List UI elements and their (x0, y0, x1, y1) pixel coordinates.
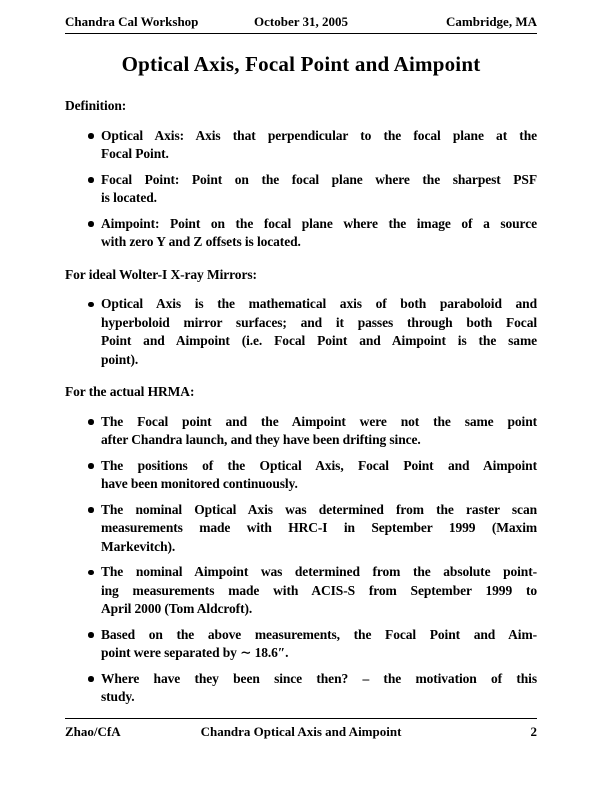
text-line: measurements made with HRC-I in September 1999 (Maxim (101, 520, 537, 535)
text-line: study. (101, 689, 135, 704)
bullet-icon (88, 507, 94, 513)
list-item (65, 127, 537, 164)
text-line: point). (101, 351, 139, 367)
text-line: is located. (101, 190, 157, 205)
text-line: Optical Axis: Axis that perpendicular to the focal plane at the (101, 127, 537, 143)
bullet-icon (88, 302, 94, 308)
bullet-icon (88, 133, 94, 139)
text-line: The positions of the Optical Axis, Focal Point and Aimpoint (101, 457, 537, 473)
section-definition (65, 97, 537, 252)
section-label: Definition: (65, 98, 127, 113)
text-line: Optical Axis is the mathematical axis of both paraboloid and (101, 296, 537, 311)
text-line: The nominal Optical Axis was determined from the raster scan (101, 501, 537, 517)
bullet-icon (88, 632, 94, 638)
page-header (65, 14, 537, 34)
list-item (65, 295, 537, 369)
section-actual-hrma (65, 383, 537, 707)
header-location: Cambridge, MA (446, 14, 537, 29)
list-item (65, 171, 537, 208)
bullet-icon (88, 177, 94, 183)
bullet-icon (88, 676, 94, 682)
text-line: ing measurements made with ACIS-S from September 1999 to (101, 582, 537, 598)
text-line: after Chandra launch, and they have been drifting since. (101, 432, 421, 447)
footer-document-title: Chandra Optical Axis and Aimpoint (200, 724, 402, 739)
list-item (65, 457, 537, 494)
list-item (65, 626, 537, 663)
text-line: April 2000 (Tom Aldcroft). (101, 601, 253, 616)
text-line: Aimpoint: Point on the focal plane where the image of a source (101, 215, 537, 231)
section-label: For ideal Wolter-I X-ray Mirrors: (65, 266, 257, 282)
header-workshop: Chandra Cal Workshop (65, 14, 199, 29)
header-date: October 31, 2005 (254, 14, 348, 29)
bullet-icon (88, 463, 94, 469)
footer-page-number: 2 (530, 724, 537, 739)
text-line: hyperboloid mirror surfaces; and it passes through both Focal (101, 314, 537, 330)
section-ideal-wolter (65, 266, 537, 370)
text-line: Focal Point: Point on the focal plane where the sharpest PSF (101, 171, 537, 187)
list-item (65, 413, 537, 450)
page-footer (65, 718, 537, 739)
text-line: Point and Aimpoint (i.e. Focal Point and Aimpoint is the same (101, 333, 537, 348)
text-line: The Focal point and the Aimpoint were not the same point (101, 413, 537, 429)
footer-author: Zhao/CfA (65, 724, 121, 739)
list-item (65, 670, 537, 707)
bullet-icon (88, 570, 94, 576)
text-line: Based on the above measurements, the Focal Point and Aim- (101, 626, 537, 642)
section-label: For the actual HRMA: (65, 384, 195, 399)
slide-body (65, 97, 537, 707)
text-line: have been monitored continuously. (101, 476, 298, 491)
text-line: The nominal Aimpoint was determined from the absolute point- (101, 564, 537, 579)
page-title: Optical Axis, Focal Point and Aimpoint (121, 52, 481, 76)
list-item (65, 563, 537, 619)
text-line: Focal Point. (101, 146, 169, 161)
list-item (65, 501, 537, 557)
text-line: Where have they been since then? – the motivation of this (101, 670, 537, 686)
text-line: with zero Y and Z offsets is located. (101, 234, 301, 249)
bullet-icon (88, 419, 94, 425)
bullet-icon (88, 221, 94, 227)
list-item (65, 215, 537, 252)
text-line: Markevitch). (101, 538, 176, 554)
text-line: point were separated by ∼ 18.6″. (101, 645, 289, 660)
